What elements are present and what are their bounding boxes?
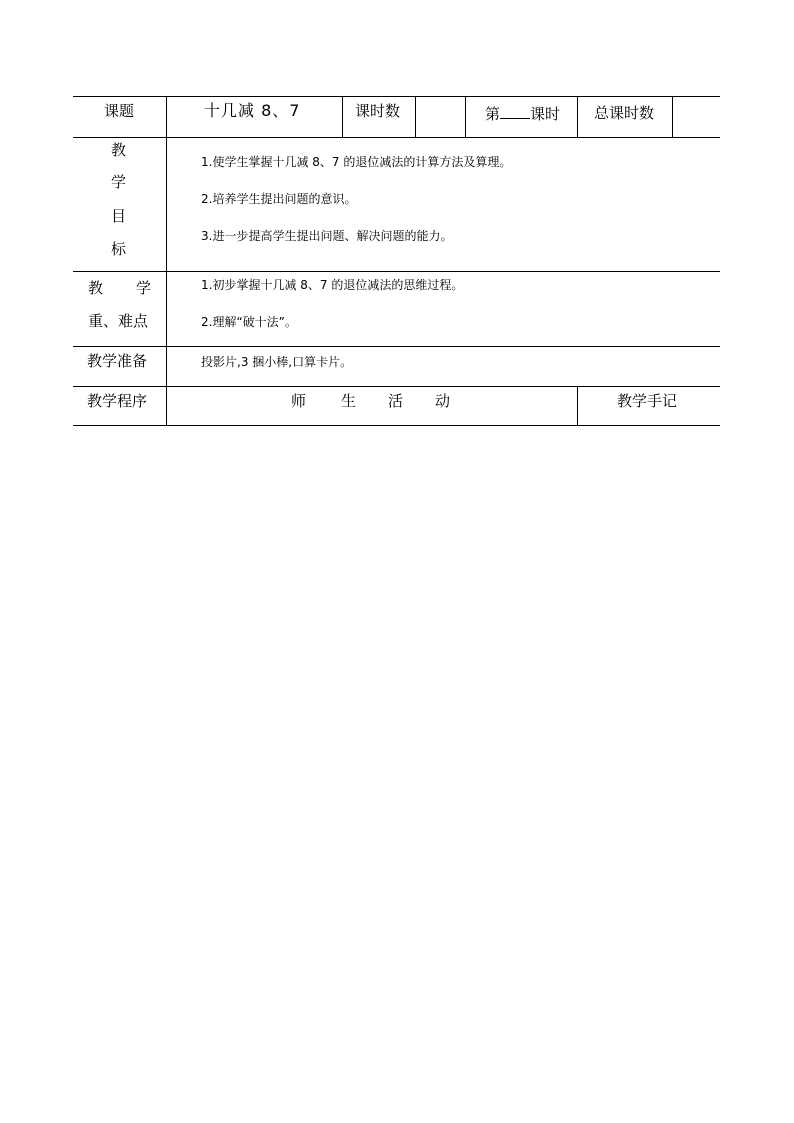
table-rule-bottom: [73, 425, 720, 426]
topic-value: 十几减 8、7: [204, 101, 301, 120]
goals-label-char: 学: [111, 173, 127, 191]
table-column-rule: [577, 386, 578, 426]
period-count-label: 课时数: [355, 102, 401, 120]
key-points-label-a: 教: [88, 279, 104, 297]
table-column-rule: [415, 96, 416, 138]
lesson-number-blank: [500, 104, 530, 119]
prep-label: 教学准备: [87, 352, 148, 370]
activity-header-char: 师: [291, 392, 307, 410]
table-column-rule: [465, 96, 466, 138]
key-point-item: 1.初步掌握十几减 8、7 的退位减法的思维过程。: [201, 278, 464, 292]
activity-header-char: 活: [388, 392, 404, 410]
table-rule: [73, 346, 720, 347]
key-point-item: 2.理解“破十法”。: [201, 315, 297, 329]
topic-label: 课题: [104, 102, 135, 120]
table-rule: [73, 386, 720, 387]
table-column-rule: [342, 96, 343, 138]
procedure-label: 教学程序: [87, 392, 148, 410]
goals-label-char: 目: [111, 207, 127, 225]
table-rule: [73, 137, 720, 138]
goals-label-char: 标: [111, 240, 127, 258]
teaching-notes-label: 教学手记: [617, 392, 678, 410]
table-column-rule: [672, 96, 673, 138]
activity-header-char: 动: [435, 392, 451, 410]
key-points-label-b: 学: [136, 279, 152, 297]
key-points-label-line2: 重、难点: [88, 312, 149, 330]
table-column-rule: [577, 96, 578, 138]
goal-item: 1.使学生掌握十几减 8、7 的退位减法的计算方法及算理。: [201, 155, 512, 169]
table-column-rule: [166, 96, 167, 426]
lesson-number-prefix: 第: [485, 105, 501, 123]
table-rule-top: [73, 96, 720, 97]
table-rule: [73, 271, 720, 272]
activity-header-char: 生: [341, 392, 357, 410]
goals-label-char: 教: [111, 141, 127, 159]
total-periods-label: 总课时数: [594, 104, 655, 122]
prep-value: 投影片,3 捆小棒,口算卡片。: [201, 355, 353, 369]
lesson-number-field: [485, 104, 560, 123]
lesson-number-suffix: 课时: [530, 105, 561, 123]
goal-item: 3.进一步提高学生提出问题、解决问题的能力。: [201, 229, 453, 243]
goal-item: 2.培养学生提出问题的意识。: [201, 192, 357, 206]
